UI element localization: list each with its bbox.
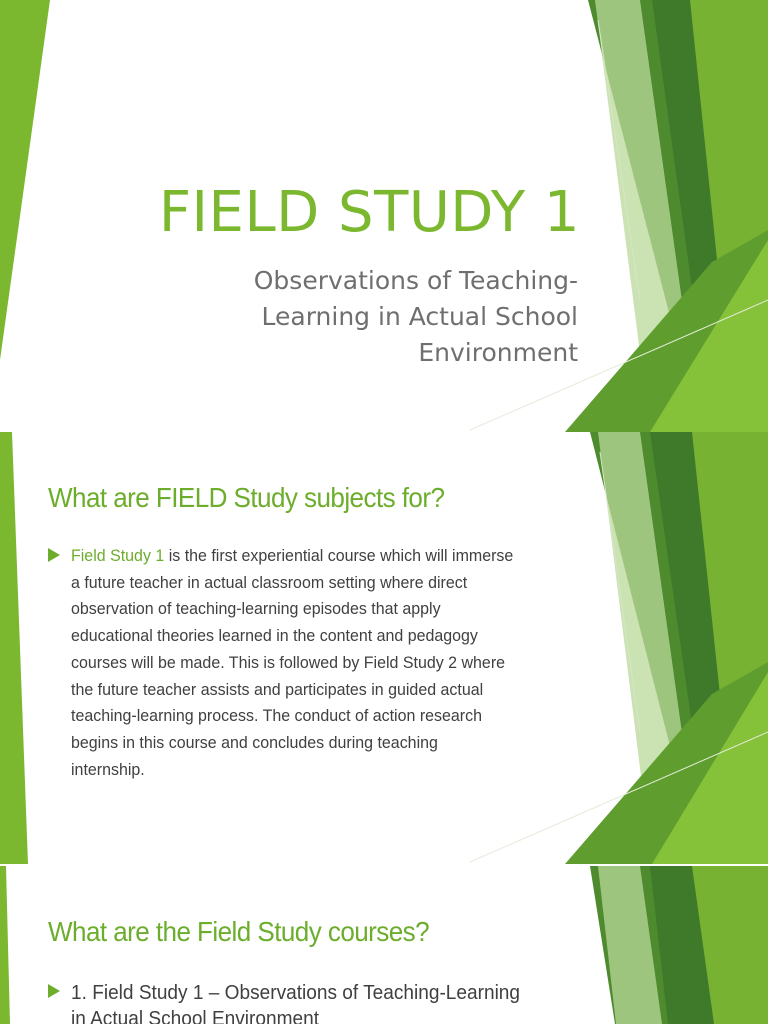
course-list-item — [71, 980, 555, 1024]
bullet-arrow-icon — [47, 984, 61, 998]
slide-heading: What are the Field Study courses? — [48, 916, 430, 947]
list-line: in Actual School Environment — [71, 1007, 319, 1024]
paragraph-line: observation of teaching-learning episodes that apply — [71, 599, 441, 619]
paragraph-line: courses will be made. This is followed by Field Study 2 where — [71, 652, 506, 672]
subtitle-line: Observations of Teaching- — [253, 266, 578, 295]
subtitle-line: Learning in Actual School — [261, 302, 578, 331]
highlight-term: Field Study 1 — [71, 546, 165, 565]
content-slide-subjects — [0, 432, 768, 864]
paragraph-line: begins in this course and concludes during teaching — [71, 732, 438, 752]
paragraph-line: Field Study 1 is the first experiential course which will immerse — [71, 546, 514, 565]
paragraph-line: educational theories learned in the content and pedagogy — [71, 626, 478, 646]
bullet-arrow-icon — [47, 548, 61, 562]
paragraph-line: a future teacher in actual classroom setting where direct — [71, 572, 468, 592]
slide-subtitle — [150, 263, 578, 371]
title-slide — [0, 0, 768, 432]
paragraph-line: teaching-learning process. The conduct of action research — [71, 706, 482, 726]
slide-title: FIELD STUDY 1 — [158, 180, 580, 245]
slide-heading: What are FIELD Study subjects for? — [48, 482, 445, 513]
paragraph-line: the future teacher assists and participates in guided actual — [71, 679, 484, 699]
list-line: 1. Field Study 1 – Observations of Teaching-Learning — [71, 981, 521, 1004]
left-accent-shape — [0, 0, 50, 360]
subtitle-line: Environment — [418, 338, 578, 367]
left-accent-shape — [0, 432, 28, 864]
bullet-paragraph — [71, 543, 532, 783]
content-slide-courses — [0, 866, 768, 1024]
paragraph-line: internship. — [71, 759, 145, 779]
left-accent-shape — [0, 866, 10, 1024]
